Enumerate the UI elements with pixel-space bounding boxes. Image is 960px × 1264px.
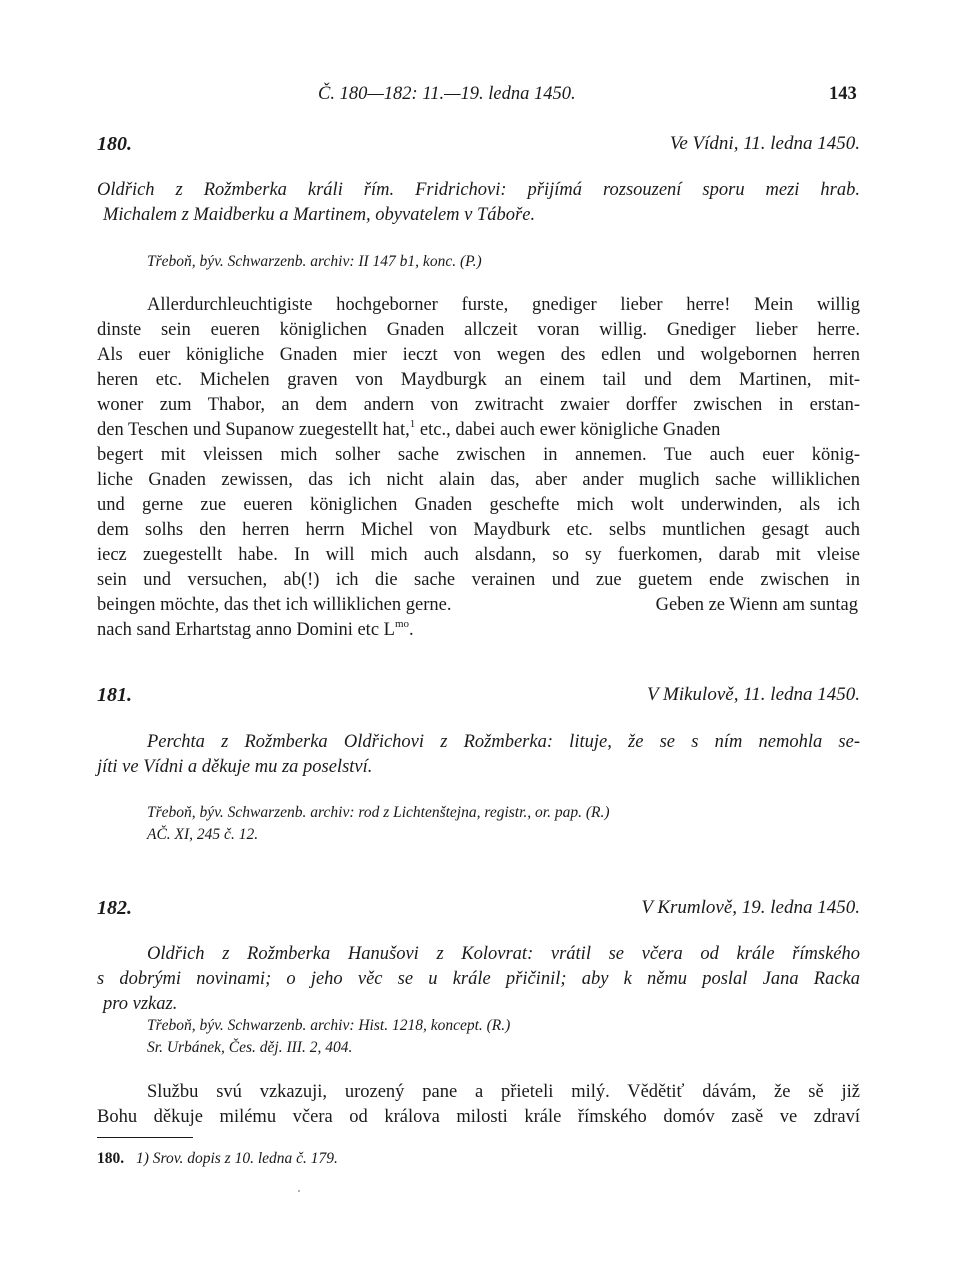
text-180-line-6b: etc., dabei auch ewer königliche Gnaden <box>415 420 721 440</box>
text-180-line-5: woner zum Thabor, an dem andern von zwitracht zwaier dorffer zwischen in erstan- <box>97 395 860 415</box>
text-180-line-6a: den Teschen und Supanow zuegestellt hat, <box>97 420 410 440</box>
summary-180-line-2: Michalem z Maidberku a Martinem, obyvatelem v Táboře. <box>103 205 536 225</box>
page-number: 143 <box>829 84 857 104</box>
dateline-182: V Krumlově, 19. ledna 1450. <box>641 897 860 918</box>
dateline-181: V Mikulově, 11. ledna 1450. <box>647 684 860 705</box>
footnote-text: 1) Srov. dopis z 10. ledna č. 179. <box>136 1150 338 1167</box>
summary-182-line-1: Oldřich z Rožmberka Hanušovi z Kolovrat: vrátil se včera od krále římského <box>147 944 860 964</box>
text-182-line-1: Službu svú vzkazuji, urozený pane a přieteli milý. Vědětiť dávám, že sě již <box>147 1082 860 1102</box>
summary-181-line-1: Perchta z Rožmberka Oldřichovi z Rožmberka: lituje, že se s ním nemohla se- <box>147 732 860 752</box>
source-181-line-2: AČ. XI, 245 č. 12. <box>147 826 259 843</box>
text-180-line-9: und gerne zue eueren königlichen Gnaden geschefte mich wolt underwinden, als ich <box>97 495 860 515</box>
text-180-line-12: sein und versuchen, ab(!) ich die sache verainen und zue guetem ende zwischen in <box>97 570 860 590</box>
source-182-line-1: Třeboň, býv. Schwarzenb. archiv: Hist. 1218, koncept. (R.) <box>147 1017 511 1034</box>
summary-180-line-1: Oldřich z Rožmberka králi řím. Fridrichovi: přijímá rozsouzení sporu mezi hrab. <box>97 180 860 200</box>
dateline-180: Ve Vídni, 11. ledna 1450. <box>669 133 860 154</box>
source-181-line-1: Třeboň, býv. Schwarzenb. archiv: rod z Lichtenštejna, registr., or. pap. (R.) <box>147 804 610 821</box>
superscript-mo: mo <box>394 618 410 630</box>
text-180-line-1: Allerdurchleuchtigiste hochgeborner furste, gnediger lieber herre! Mein willig <box>147 295 860 315</box>
running-title: Č. 180—182: 11.—19. ledna 1450. <box>318 84 576 104</box>
summary-181-line-2: jíti ve Vídni a děkuje mu za poselství. <box>97 757 373 777</box>
text-180-line-2: dinste sein eueren königlichen Gnaden allczeit voran willig. Gnediger lieber herre. <box>97 320 860 340</box>
doc-number-182: 182. <box>97 897 132 919</box>
footnote <box>97 1150 338 1168</box>
text-180-line-13: beingen möchte, das thet ich williklichen gerne. <box>97 595 452 615</box>
footnote-mark: 1 <box>409 418 416 430</box>
text-180-line-8: liche Gnaden zewissen, das ich nicht alain das, aber ander muglich sache williklichen <box>97 470 860 490</box>
stray-mark <box>298 1190 300 1192</box>
source-180: Třeboň, býv. Schwarzenb. archiv: II 147 b1, konc. (P.) <box>147 253 482 270</box>
summary-182-line-2: s dobrými novinami; o jeho věc se u krále přičinil; aby k němu poslal Jana Racka <box>97 969 860 989</box>
text-180-line-14a: nach sand Erhartstag anno Domini etc L <box>97 620 395 640</box>
text-180-line-3: Als euer königliche Gnaden mier ieczt von wegen des edlen und wolgebornen herren <box>97 345 860 365</box>
text-180-line-14b: . <box>409 620 414 640</box>
text-180-line-7: begert mit vleissen mich solher sache zwischen in annemen. Tue auch euer könig- <box>97 445 860 465</box>
footnote-rule <box>97 1137 193 1138</box>
doc-number-181: 181. <box>97 684 132 706</box>
text-180-line-14 <box>97 620 414 641</box>
text-182-line-2: Bohu děkuje milému včera od králova milosti krále římského domóv zasě ve zdraví <box>97 1107 860 1127</box>
text-180-line-10: dem solhs den herren herrn Michel von Maydburk etc. selbs muntlichen gesagt auch <box>97 520 860 540</box>
summary-182-line-3: pro vzkaz. <box>103 994 178 1014</box>
source-182-line-2: Sr. Urbánek, Čes. děj. III. 2, 404. <box>147 1039 353 1056</box>
text-180-line-11: iecz zuegestellt habe. In will mich auch alsdann, so sy fuerkomen, darab mit vleise <box>97 545 860 565</box>
footnote-doc-ref: 180. <box>97 1150 125 1167</box>
text-180-line-6 <box>97 420 720 441</box>
text-180-line-13-end: Geben ze Wienn am suntag <box>655 595 858 615</box>
doc-number-180: 180. <box>97 133 132 155</box>
text-180-line-4: heren etc. Michelen graven von Maydburgk an einem tail und dem Martinen, mit- <box>97 370 860 390</box>
